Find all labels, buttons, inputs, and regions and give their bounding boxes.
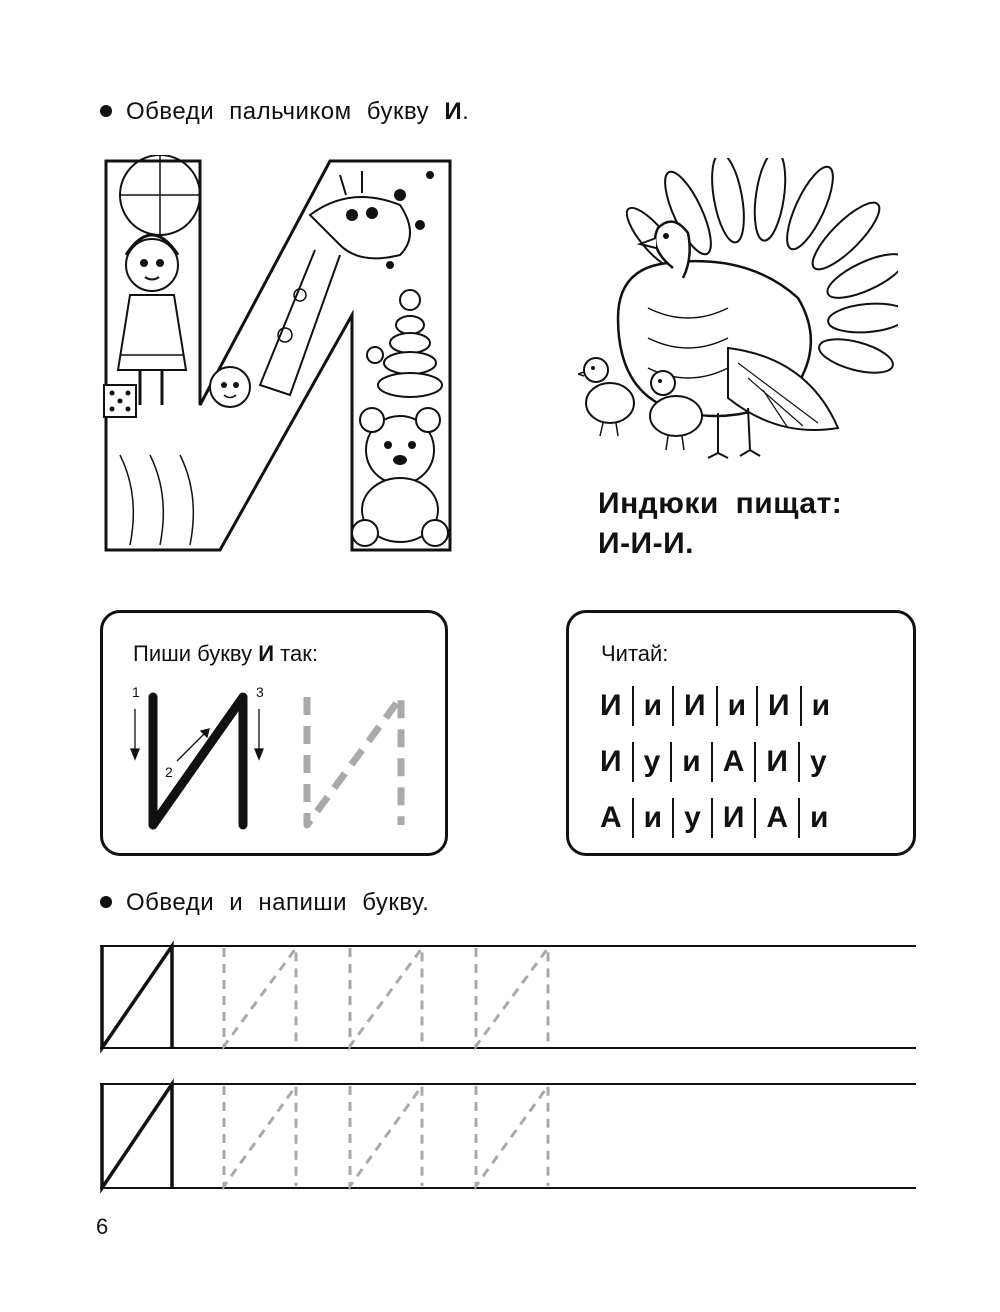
dashed-letters[interactable] xyxy=(224,1086,548,1186)
sample-letter xyxy=(102,946,172,1048)
dice-icon xyxy=(104,385,136,417)
read-letter-grid xyxy=(596,678,834,846)
read-letter: и xyxy=(810,801,829,834)
instruction-trace-write xyxy=(100,889,429,917)
read-letter: И xyxy=(600,689,622,722)
separator xyxy=(756,686,758,726)
separator xyxy=(711,798,713,838)
sample-letter xyxy=(102,1084,172,1188)
separator xyxy=(798,798,800,838)
writing-row-1[interactable] xyxy=(100,946,916,1048)
read-letter: и xyxy=(811,689,831,722)
decorated-letter-illustration xyxy=(100,155,460,555)
read-letter: у xyxy=(684,801,701,834)
read-letter: И xyxy=(684,689,706,722)
writing-practice-area xyxy=(98,940,918,1195)
separator xyxy=(798,742,800,782)
read-letter: у xyxy=(809,745,827,778)
bullet-icon xyxy=(100,896,112,908)
read-letter: и xyxy=(643,689,663,722)
read-letter: А xyxy=(766,801,789,834)
writing-row-2[interactable] xyxy=(100,1084,916,1188)
dashed-letter-shape[interactable] xyxy=(307,697,401,825)
instruction-letter: И xyxy=(444,98,463,125)
read-row xyxy=(596,790,834,846)
dashed-letters[interactable] xyxy=(224,948,548,1046)
read-letter: у xyxy=(643,745,661,778)
turkey-illustration xyxy=(578,158,898,468)
separator xyxy=(800,686,802,726)
write-box-prefix: Пиши букву xyxy=(133,641,259,666)
read-letter: А xyxy=(600,801,622,834)
read-row xyxy=(596,678,834,734)
separator xyxy=(632,686,634,726)
read-letter: и xyxy=(727,689,747,722)
solid-letter-shape xyxy=(153,697,243,825)
write-letter-box xyxy=(100,610,448,856)
turkey-caption xyxy=(598,484,842,564)
write-box-suffix: так: xyxy=(274,641,318,666)
turkey-caption-line2: И-И-И. xyxy=(598,527,695,560)
separator xyxy=(632,742,634,782)
read-letter: И xyxy=(766,745,788,778)
read-letter: и xyxy=(682,745,701,778)
read-letter: И xyxy=(768,689,790,722)
page-number: 6 xyxy=(96,1214,109,1239)
stroke-number-3: 3 xyxy=(256,684,264,700)
separator xyxy=(711,742,713,782)
separator xyxy=(632,798,634,838)
read-letter: и xyxy=(643,801,663,834)
monkey-icon xyxy=(210,367,250,407)
stroke-number-1: 1 xyxy=(132,684,140,700)
separator xyxy=(672,686,674,726)
separator xyxy=(754,742,756,782)
read-row xyxy=(596,734,834,790)
turkey-caption-line1: Индюки пищат: xyxy=(598,487,843,520)
read-letter: И xyxy=(600,745,622,778)
write-box-title xyxy=(133,641,318,667)
read-letter: А xyxy=(722,745,745,778)
stroke-order-diagram xyxy=(121,679,431,839)
write-box-letter: И xyxy=(258,641,275,666)
separator xyxy=(716,686,718,726)
separator xyxy=(672,798,674,838)
instruction-text: Обведи пальчиком букву xyxy=(126,98,445,125)
bullet-icon xyxy=(100,105,112,117)
separator xyxy=(754,798,756,838)
read-letter: И xyxy=(722,801,745,834)
instruction-trace-letter xyxy=(100,98,469,126)
stroke-number-2: 2 xyxy=(165,764,173,780)
instruction-2-text: Обведи и напиши букву. xyxy=(126,889,430,916)
separator xyxy=(670,742,672,782)
instruction-end: . xyxy=(462,98,470,125)
read-box-title: Читай: xyxy=(601,641,669,666)
chick-icon xyxy=(578,358,634,436)
